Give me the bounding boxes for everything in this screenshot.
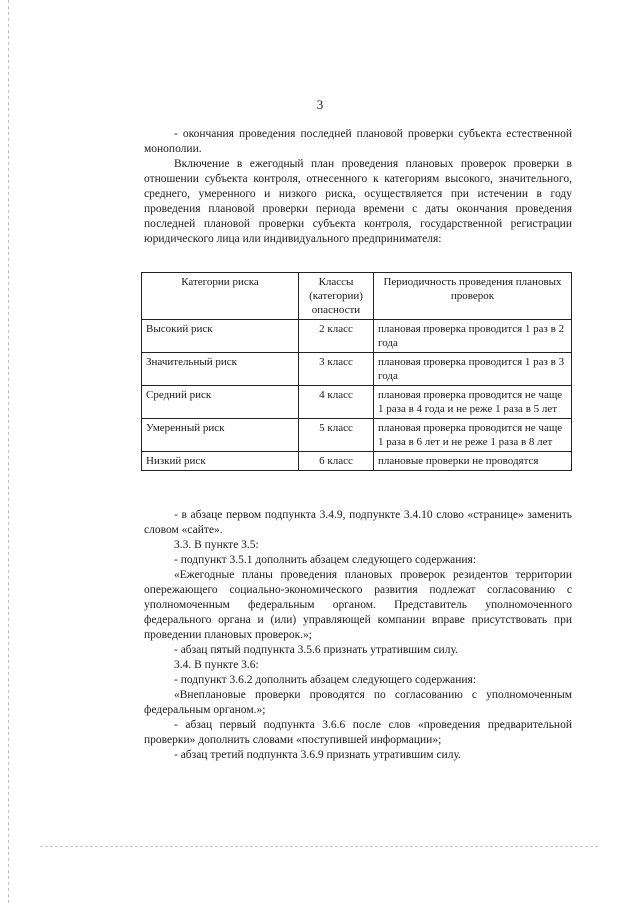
cell-category: Средний риск [142,386,299,419]
paragraph-monopoly: - окончания проведения последней плановой проверки субъекта естественной монополии. [144,128,572,155]
cell-class: 6 класс [299,452,374,471]
cell-category: Умеренный риск [142,419,299,452]
cell-category: Низкий риск [142,452,299,471]
table-row [142,353,572,386]
cell-class: 4 класс [299,386,374,419]
scan-margin-line [8,0,9,905]
paragraph-3-6-6-amend: - абзац первый подпункта 3.6.6 после слов «проведения предварительной проверки» дополнить словами «поступившей информации»; [144,719,572,746]
header-risk-category: Категории риска [142,273,299,320]
paragraph-3-3-heading: 3.3. В пункте 3.5: [174,539,259,551]
cell-period: плановые проверки не проводятся [374,452,572,471]
paragraph-3-5-1-quote: «Ежегодные планы проведения плановых проверок резидентов территории опережающего социально-экономического развития подлежат согласованию с уполномоченным федеральным органом. Представитель уполномоченного федерального органа и (или) управляющей компании вправе присутствовать при проведении плановых проверок.»; [144,569,572,641]
paragraph-3-5-6-repeal: - абзац пятый подпункта 3.5.6 признать утратившим силу. [174,644,458,656]
paragraph-plan-inclusion: Включение в ежегодный план проведения плановых проверок проверки в отношении субъекта контроля, отнесенного к категориям высокого, значительного, среднего, умеренного и низкого риска, осуществляется при истечении в году проведения плановой проверки периода времени с даты окончания проведения последней плановой проверки субъекта контроля, государственной регистрации юридического лица или индивидуального предпринимателя: [144,158,572,245]
intro-section [144,127,572,247]
paragraph-3-6-9-repeal: - абзац третий подпункта 3.6.9 признать утратившим силу. [174,749,461,761]
paragraph-amend-3-4-9: - в абзаце первом подпункта 3.4.9, подпункте 3.4.10 слово «странице» заменить словом «сайте». [144,509,572,536]
header-inspection-period: Периодичность проведения плановых проверок [374,273,572,320]
scan-bottom-line [40,846,600,847]
cell-class: 3 класс [299,353,374,386]
amendments-section [144,508,572,763]
table-row [142,452,572,471]
paragraph-3-4-heading: 3.4. В пункте 3.6: [174,659,259,671]
cell-period: плановая проверка проводится 1 раз в 2 года [374,320,572,353]
cell-class: 2 класс [299,320,374,353]
page-number: 3 [316,97,324,112]
paragraph-3-5-1-instruction: - подпункт 3.5.1 дополнить абзацем следующего содержания: [174,554,477,566]
table-row [142,386,572,419]
paragraph-3-6-2-quote: «Внеплановые проверки проводятся по согласованию с уполномоченным федеральным органом.»; [144,689,572,716]
cell-class: 5 класс [299,419,374,452]
cell-category: Высокий риск [142,320,299,353]
cell-period: плановая проверка проводится не чаще 1 раза в 6 лет и не реже 1 раза в 8 лет [374,419,572,452]
table-row [142,419,572,452]
risk-category-table [141,272,572,471]
table-row [142,320,572,353]
table-header-row [142,273,572,320]
cell-period: плановая проверка проводится 1 раз в 3 года [374,353,572,386]
cell-category: Значительный риск [142,353,299,386]
cell-period: плановая проверка проводится не чаще 1 раза в 4 года и не реже 1 раза в 5 лет [374,386,572,419]
paragraph-3-6-2-instruction: - подпункт 3.6.2 дополнить абзацем следующего содержания: [174,674,477,686]
header-danger-class: Классы (категории) опасности [299,273,374,320]
